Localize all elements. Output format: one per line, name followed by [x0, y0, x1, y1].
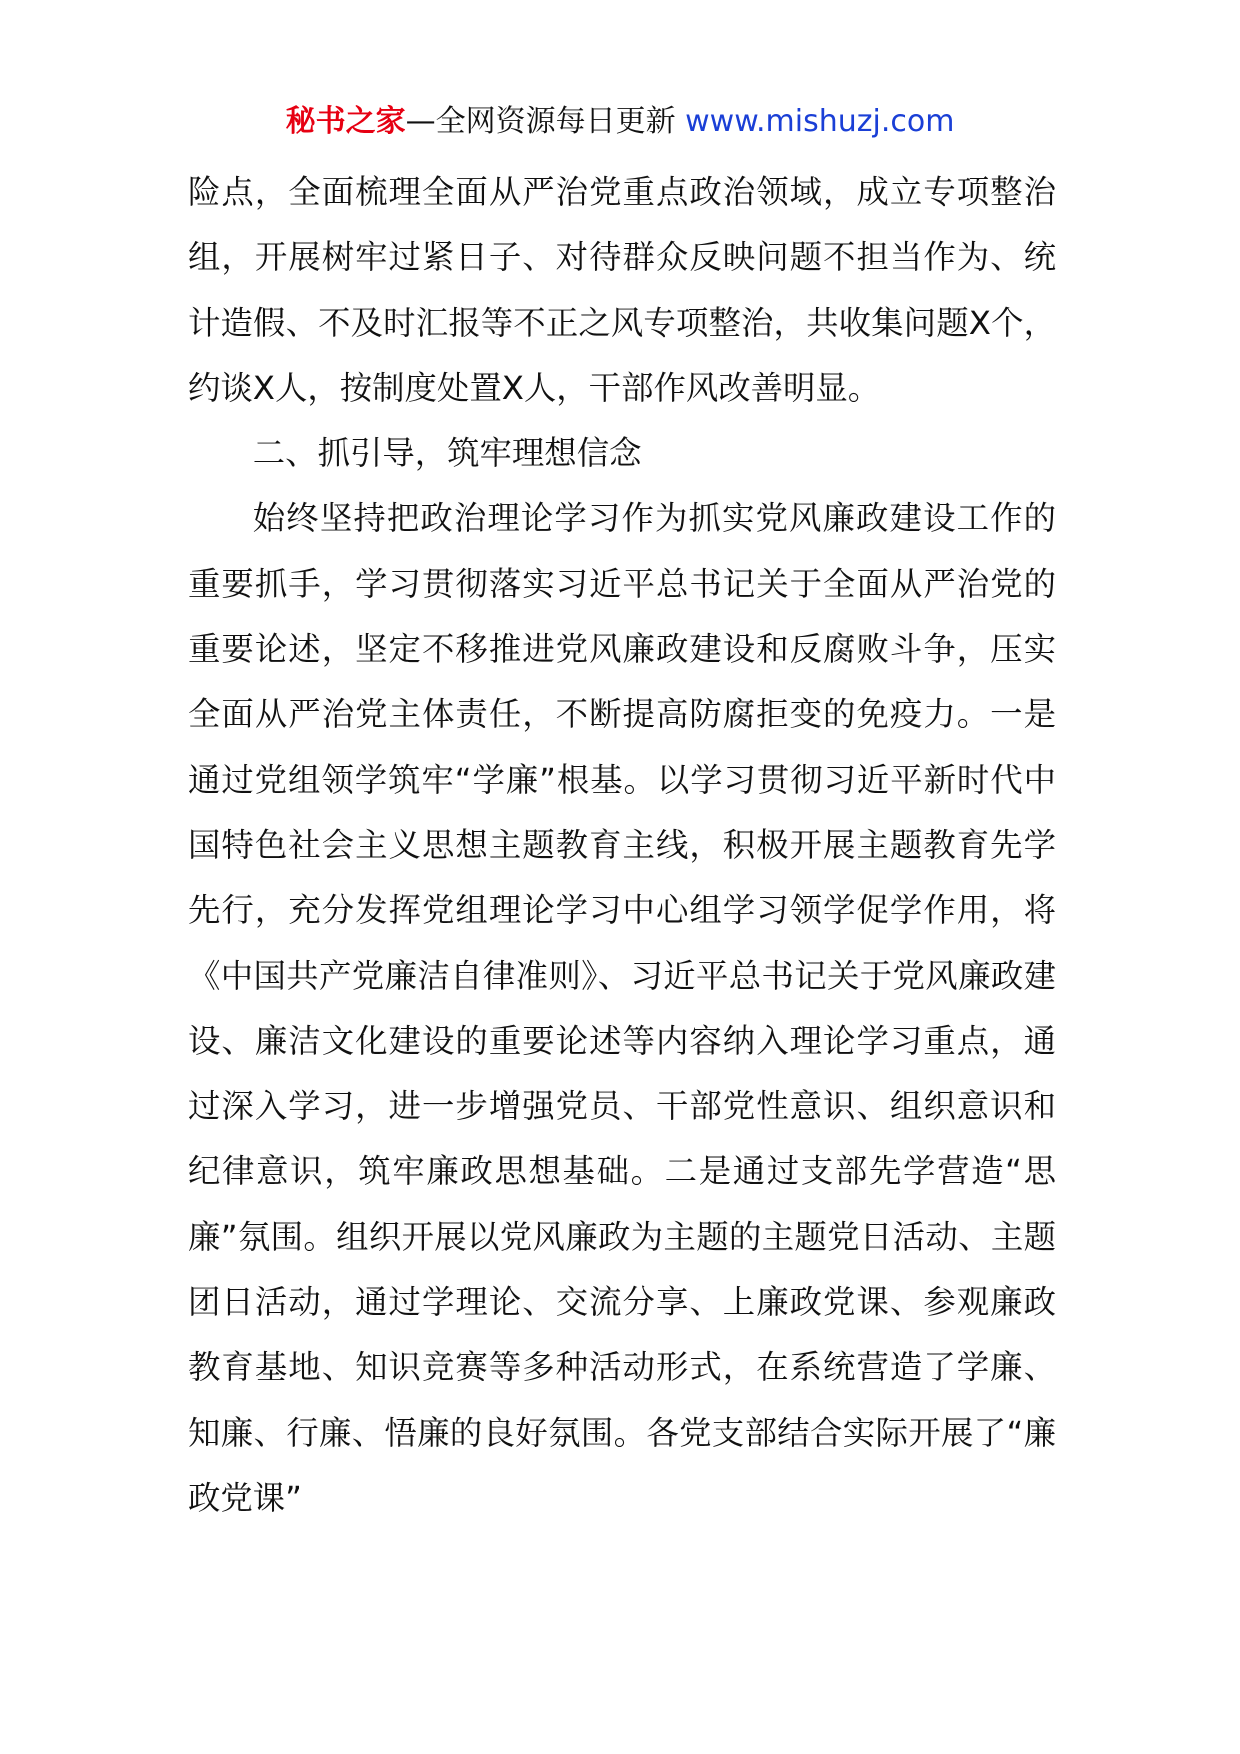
- header-tagline: —全网资源每日更新: [405, 104, 686, 139]
- page-header: [0, 100, 1240, 144]
- paragraph-continued: 险点，全面梳理全面从严治党重点政治领域，成立专项整治组，开展树牢过紧日子、对待群众反映问题不担当作为、统计造假、不及时汇报等不正之风专项整治，共收集问题X个，约谈X人，按制度处置X人，干部作风改善明显。: [188, 173, 1056, 407]
- site-link[interactable]: www.mishuzj.com: [685, 104, 955, 139]
- paragraph: 始终坚持把政治理论学习作为抓实党风廉政建设工作的重要抓手，学习贯彻落实习近平总书记关于全面从严治党的重要论述，坚定不移推进党风廉政建设和反腐败斗争，压实全面从严治党主体责任，不断提高防腐拒变的免疫力。一是通过党组领学筑牢“学廉”根基。以学习贯彻习近平新时代中国特色社会主义思想主题教育主线，积极开展主题教育先学先行，充分发挥党组理论学习中心组学习领学促学作用，将《中国共产党廉洁自律准则》、习近平总书记关于党风廉政建设、廉洁文化建设的重要论述等内容纳入理论学习重点，通过深入学习，进一步增强党员、干部党性意识、组织意识和纪律意识，筑牢廉政思想基础。二是通过支部先学营造“思廉”氛围。组织开展以党风廉政为主题的主题党日活动、主题团日活动，通过学理论、交流分享、上廉政党课、参观廉政教育基地、知识竞赛等多种活动形式，在系统营造了学廉、知廉、行廉、悟廉的良好氛围。各党支部结合实际开展了“廉政党课”: [188, 499, 1056, 1517]
- document-body: [188, 160, 1056, 1531]
- brand-name: 秘书之家: [285, 104, 406, 139]
- section-heading: 二、抓引导，筑牢理想信念: [252, 434, 642, 473]
